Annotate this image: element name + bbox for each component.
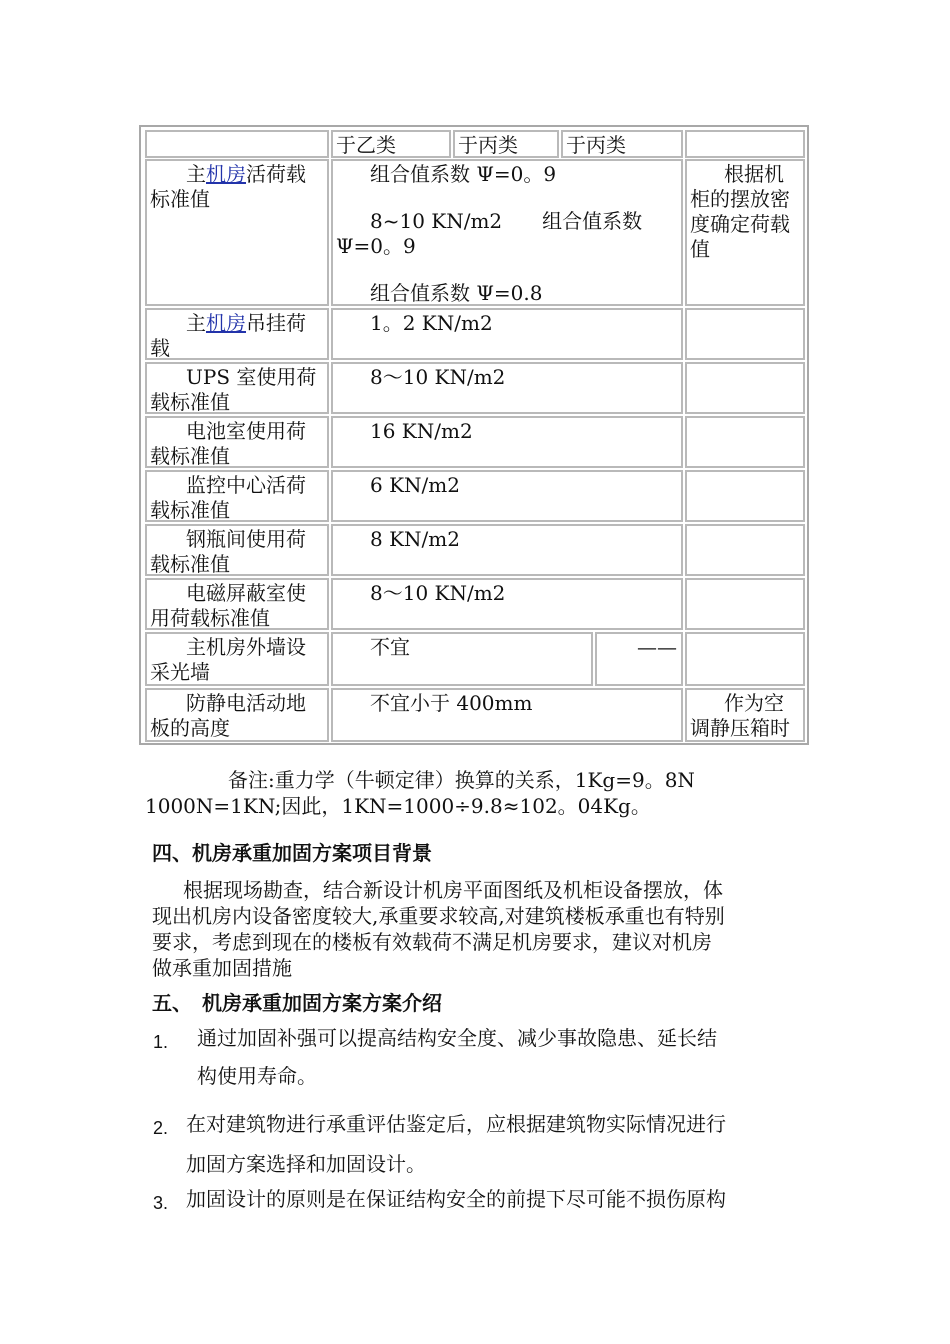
table-row-label: [145, 308, 329, 360]
section-5-number: 五、: [152, 991, 192, 1015]
section-4-heading: 四、机房承重加固方案项目背景: [152, 841, 432, 865]
table-row-label: 电池室使用荷载标准值: [145, 416, 329, 468]
table-row-value: 6 KN/m2: [331, 470, 683, 522]
table-row-value: 8～10 KN/m2: [331, 578, 683, 630]
label-suffix: 活荷载标准值: [150, 162, 306, 211]
table-row-note: [685, 470, 805, 522]
table-row-value-2: ——: [595, 632, 683, 686]
table-row-value: 不宜: [331, 632, 593, 686]
list-item-number: 1.: [153, 1032, 169, 1052]
table-row-note: [685, 632, 805, 686]
table-row-note: [685, 362, 805, 414]
table-row-note: [685, 524, 805, 576]
table-row-note: 作为空调静压箱时: [685, 688, 805, 742]
table-row-label: 钢瓶间使用荷载标准值: [145, 524, 329, 576]
label-prefix: 主: [186, 311, 206, 335]
table-row-label: 监控中心活荷载标准值: [145, 470, 329, 522]
load-standard-table: [139, 125, 809, 745]
table-row-value: 8～10 KN/m2: [331, 362, 683, 414]
remark-line-2: 1000N=1KN;因此，1KN=1000÷9.8≈102。04Kg。: [145, 794, 651, 818]
table-row-value: 1。2 KN/m2: [331, 308, 683, 360]
table-row-label: [145, 159, 329, 306]
section-4-paragraph-line: 根据现场勘查，结合新设计机房平面图纸及机柜设备摆放，体: [183, 878, 723, 902]
list-item-number: 2.: [153, 1118, 169, 1138]
table-cell-top-note: [685, 130, 805, 158]
machine-room-link[interactable]: 机房: [206, 311, 246, 335]
table-row-label: UPS 室使用荷载标准值: [145, 362, 329, 414]
section-5-heading: 机房承重加固方案方案介绍: [202, 991, 442, 1015]
table-cell-class-c-1: 于丙类: [453, 130, 559, 158]
label-suffix: 吊挂荷载: [150, 311, 306, 360]
table-row-label: 电磁屏蔽室使用荷载标准值: [145, 578, 329, 630]
section-4-paragraph-line: 做承重加固措施: [152, 956, 292, 980]
table-row-note: [685, 416, 805, 468]
table-row-value: 16 KN/m2: [331, 416, 683, 468]
list-item-number: 3.: [153, 1193, 169, 1213]
table-row-value: 不宜小于 400mm: [331, 688, 683, 742]
table-row-note: [685, 308, 805, 360]
value-line: 组合值系数 Ψ=0。9: [370, 162, 557, 186]
table-cell-class-c-2: 于丙类: [561, 130, 683, 158]
table-cell-class-b: 于乙类: [331, 130, 451, 158]
list-item-line: 通过加固补强可以提高结构安全度、减少事故隐患、延长结: [197, 1026, 717, 1050]
value-line: 组合值系数 Ψ=0.8: [370, 281, 543, 305]
list-item-line: 构使用寿命。: [197, 1064, 317, 1088]
label-prefix: 主: [186, 162, 206, 186]
remark-line-1: 备注:重力学（牛顿定律）换算的关系，1Kg=9。8N: [228, 768, 695, 792]
table-row-value: [331, 159, 683, 306]
section-4-paragraph-line: 要求，考虑到现在的楼板有效载荷不满足机房要求，建议对机房: [152, 930, 712, 954]
table-row-label: 主机房外墙设采光墙: [145, 632, 329, 686]
table-row-note: [685, 578, 805, 630]
value-line: 8~10 KN/m2 组合值系数: [370, 209, 643, 233]
table-row-note: 根据机柜的摆放密度确定荷载值: [685, 159, 805, 306]
list-item-line: 加固设计的原则是在保证结构安全的前提下尽可能不损伤原构: [186, 1187, 726, 1211]
table-cell-top-label: [145, 130, 329, 158]
list-item-line: 加固方案选择和加固设计。: [186, 1152, 426, 1176]
machine-room-link[interactable]: 机房: [206, 162, 246, 186]
list-item-line: 在对建筑物进行承重评估鉴定后，应根据建筑物实际情况进行: [186, 1112, 726, 1136]
table-row-label: 防静电活动地板的高度: [145, 688, 329, 742]
value-line: Ψ=0。9: [336, 234, 416, 258]
table-row-value: 8 KN/m2: [331, 524, 683, 576]
section-4-paragraph-line: 现出机房内设备密度较大,承重要求较高,对建筑楼板承重也有特别: [152, 904, 725, 928]
